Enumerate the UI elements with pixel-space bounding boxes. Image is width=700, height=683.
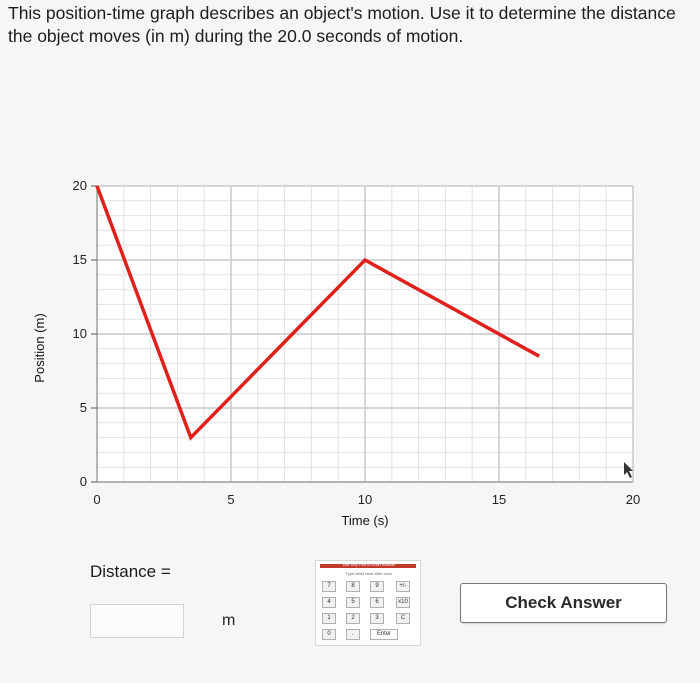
unit-label: m: [222, 612, 236, 629]
keypad-key[interactable]: 6: [370, 597, 384, 608]
keypad-key[interactable]: 2: [346, 613, 360, 624]
x-tick-label: 10: [357, 492, 373, 507]
keypad-key[interactable]: x10: [396, 597, 410, 608]
x-tick-label: 0: [93, 492, 101, 507]
keypad-key[interactable]: 4: [322, 597, 336, 608]
x-tick-labels: [93, 492, 640, 507]
y-axis-title: Position (m): [32, 313, 47, 383]
keypad-key[interactable]: 8: [346, 581, 360, 592]
keypad-key[interactable]: 5: [346, 597, 360, 608]
keypad-hint: Use Key Pad to Enter Answer: [342, 562, 396, 567]
distance-label: Distance =: [90, 562, 171, 581]
distance-input[interactable]: [90, 604, 184, 638]
y-tick-label: 5: [79, 400, 87, 415]
y-tick-label: 0: [79, 474, 87, 489]
keypad-key[interactable]: 9: [370, 581, 384, 592]
keypad-sub-hint: Type letter here after done: [345, 571, 393, 576]
keypad-key[interactable]: 0: [322, 629, 336, 640]
y-tick-label: 20: [72, 178, 87, 193]
x-axis-title: Time (s): [341, 513, 389, 528]
keypad-key[interactable]: Enter: [370, 629, 398, 640]
keypad-key[interactable]: +/-: [396, 581, 410, 592]
keypad-key[interactable]: C: [396, 613, 410, 624]
keypad-key[interactable]: 7: [322, 581, 336, 592]
question-text: This position-time graph describes an object's motion. Use it to determine the distance the object moves (in m) during the 20.0 seconds of motion.: [8, 3, 676, 46]
check-answer-button[interactable]: Check Answer: [460, 583, 667, 623]
y-tick-label: 10: [72, 326, 87, 341]
keypad-key[interactable]: 1: [322, 613, 336, 624]
x-tick-label: 15: [491, 492, 507, 507]
y-tick-label: 15: [72, 252, 87, 267]
y-tick-labels: [73, 178, 97, 489]
x-tick-label: 5: [227, 492, 235, 507]
keypad-panel: [315, 560, 421, 646]
keypad-key[interactable]: 3: [370, 613, 384, 624]
keypad-key[interactable]: .: [346, 629, 360, 640]
x-tick-label: 20: [625, 492, 641, 507]
